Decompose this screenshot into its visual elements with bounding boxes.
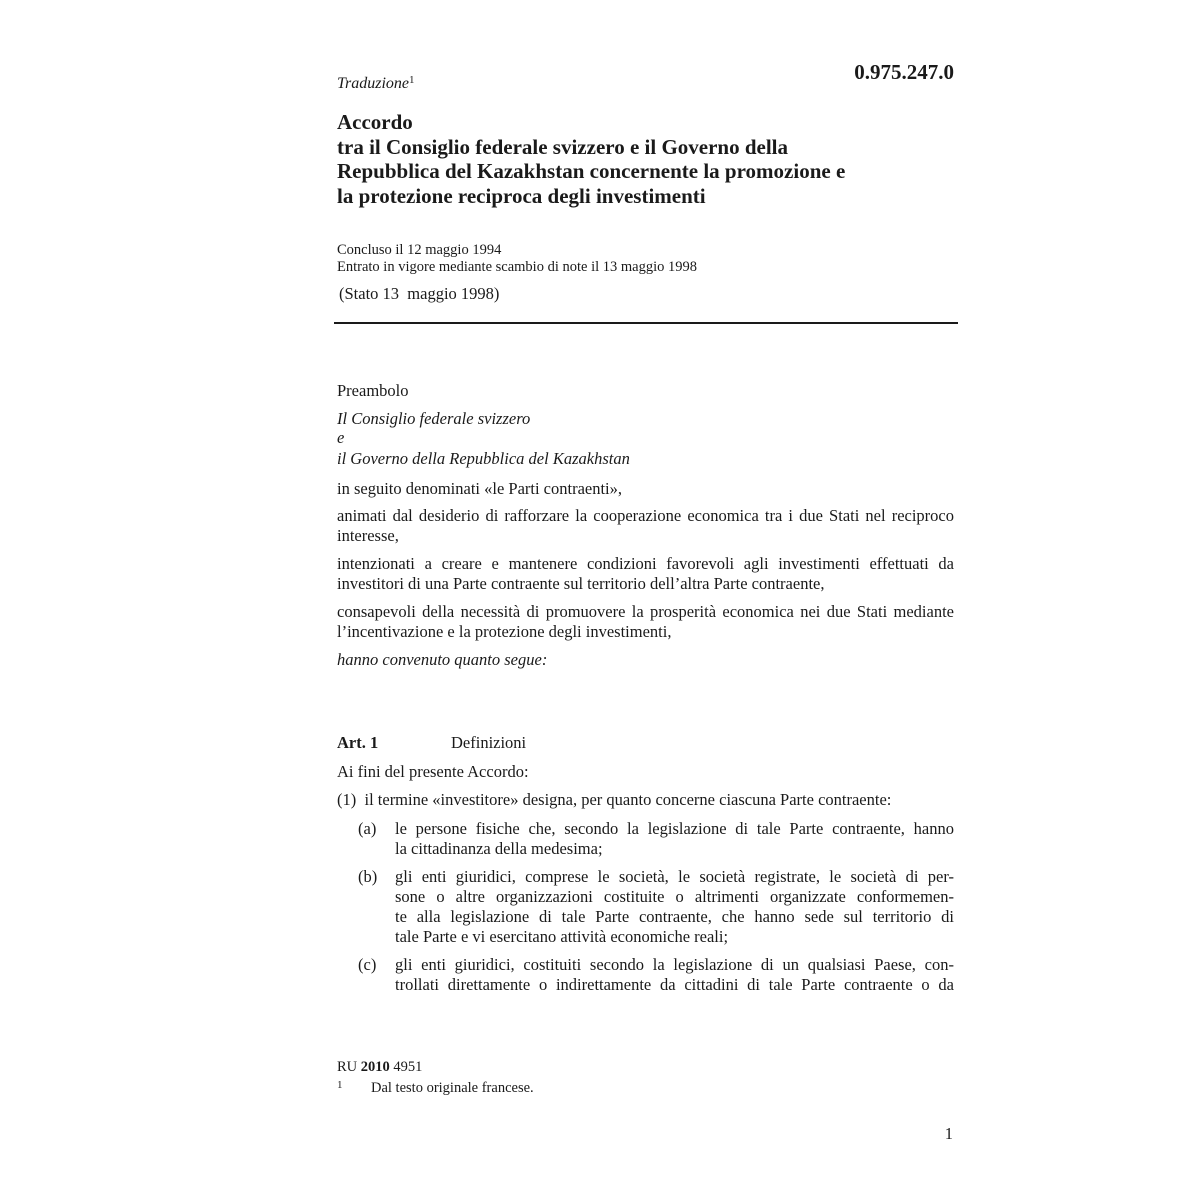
preamble-heading: Preambolo — [337, 381, 409, 400]
item-text-c-line: gli enti giuridici, costituiti secondo la legislazione di un qualsiasi Paese, con- — [395, 955, 954, 974]
title-line: tra il Consiglio federale svizzero e il Governo della — [337, 134, 789, 159]
party-conjunction: e — [337, 428, 345, 447]
item-text-b-line: gli enti giuridici, comprese le società, le società registrate, le società di per- — [395, 867, 954, 886]
title-line: la protezione reciproca degli investimenti — [337, 183, 706, 208]
ru-year: 2010 — [360, 1059, 390, 1075]
preamble-paragraph-3: consapevoli della necessità di promuovere la prosperità economica nei due Stati mediante l’incentivazione e la protezione degli investimenti, — [337, 602, 954, 641]
title-divider — [334, 322, 958, 324]
ru-page: 4951 — [393, 1059, 423, 1075]
item-text-c-line: trollati direttamente o indirettamente da cittadini di tale Parte contraente o da — [395, 975, 954, 994]
article-paragraph-1: (1) il termine «investitore» designa, per quanto concerne ciascuna Parte contraente: — [337, 790, 892, 809]
article-title: Definizioni — [451, 733, 527, 752]
item-label-b: (b) — [358, 867, 378, 886]
official-compilation-reference — [337, 1059, 422, 1076]
item-text-a-line: le persone fisiche che, secondo la legislazione di tale Parte contraente, hanno — [395, 819, 954, 838]
in-force-date: Entrato in vigore mediante scambio di note il 13 maggio 1998 — [337, 259, 698, 275]
translation-label-text: Traduzione — [337, 75, 410, 92]
ru-prefix: RU — [337, 1059, 358, 1075]
item-label-a: (a) — [358, 819, 377, 838]
item-label-c: (c) — [358, 955, 377, 974]
party-swiss: Il Consiglio federale svizzero — [337, 409, 531, 428]
title-line: Repubblica del Kazakhstan concernente la promozione e — [337, 159, 846, 183]
footnote-text: Dal testo originale francese. — [371, 1080, 534, 1096]
item-text-b-line: te alla legislazione di tale Parte contraente, che hanno sede sul territorio di — [395, 907, 954, 926]
page-number: 1 — [944, 1124, 953, 1143]
translation-label — [337, 74, 415, 93]
footnote-number: 1 — [337, 1079, 343, 1091]
item-text-a-line: la cittadinanza della medesima; — [395, 839, 603, 858]
preamble-paragraph-1: animati dal desiderio di rafforzare la cooperazione economica tra i due Stati nel reciproco interesse, — [337, 506, 954, 545]
parties-denomination: in seguito denominati «le Parti contraenti», — [337, 479, 623, 498]
item-text-b-line: sone o altre organizzazioni costituite o altrimenti organizzate conformemen- — [395, 887, 954, 906]
preamble-paragraph-2: intenzionati a creare e mantenere condizioni favorevoli agli investimenti effettuati da investitori di una Parte contraente sul territorio dell’altra Parte contraente, — [337, 554, 954, 593]
article-intro: Ai fini del presente Accordo: — [337, 762, 529, 781]
document-title — [337, 110, 957, 208]
article-number: Art. 1 — [337, 733, 379, 752]
concluded-date: Concluso il 12 maggio 1994 — [337, 242, 502, 258]
preamble-conclusion: hanno convenuto quanto segue: — [337, 650, 548, 669]
status-date: (Stato 13 maggio 1998) — [339, 284, 500, 303]
footnote-reference: 1 — [409, 74, 415, 86]
item-text-b-line: tale Parte e vi esercitano attività economiche reali; — [395, 927, 729, 946]
party-kazakhstan: il Governo della Repubblica del Kazakhstan — [337, 449, 630, 468]
sr-number: 0.975.247.0 — [854, 60, 954, 84]
title-line: Accordo — [337, 110, 413, 134]
